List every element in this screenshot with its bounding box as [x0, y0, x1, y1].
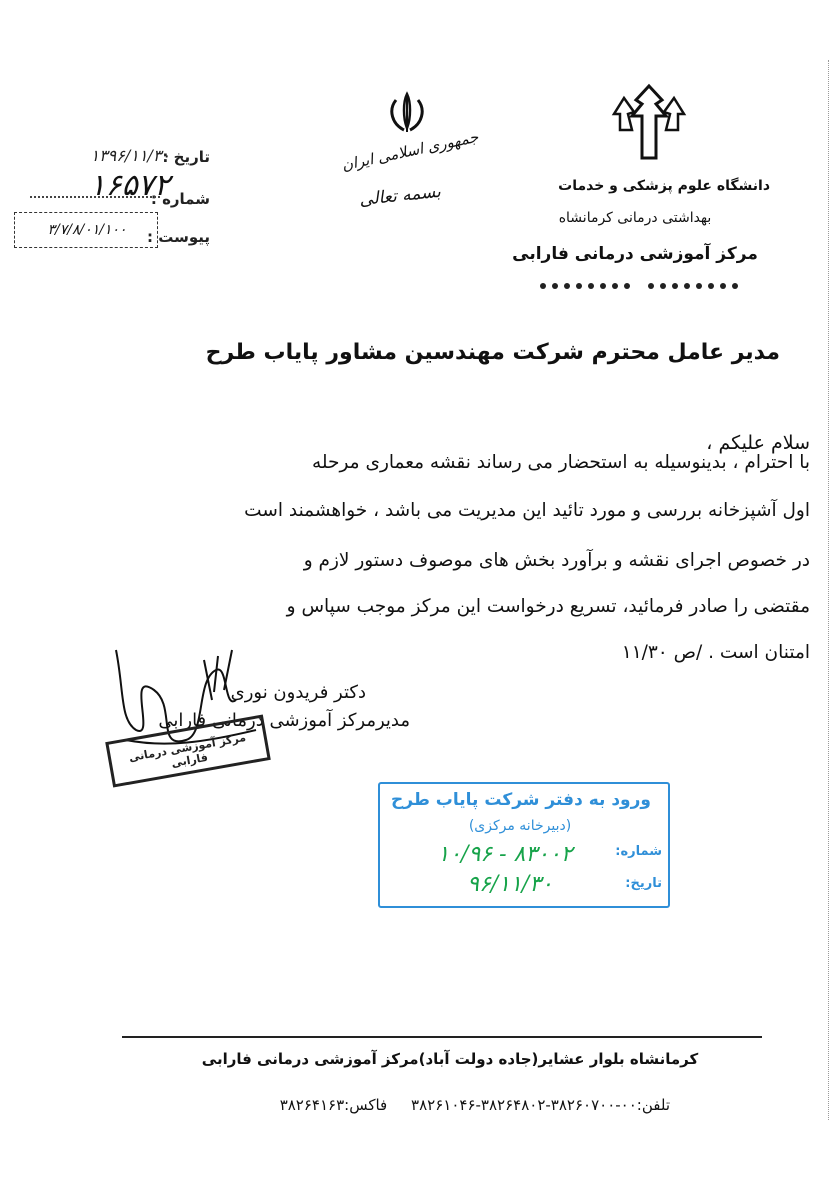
- receipt-stamp-title: ورود به دفتر شرکت پایاب طرح: [391, 790, 651, 810]
- number-value: ۱۶۵۷۲: [89, 168, 170, 203]
- body-line-1: با احترام ، بدینوسیله به استحضار می رساند نقشه معماری مرحله: [311, 452, 810, 473]
- university-subtitle: بهداشتی درمانی کرمانشاه: [558, 210, 712, 226]
- receipt-number-value: ۱۰/۹۶ - ۸۳۰۰۲: [437, 842, 573, 867]
- number-dots: [30, 196, 160, 198]
- signer-name: دکتر فریدون نوری: [230, 682, 366, 703]
- basmala-line: بسمه تعالی: [358, 181, 442, 211]
- body-line-2: اول آشپزخانه بررسی و مورد تائید این مدیریت می باشد ، خواهشمند است: [244, 500, 810, 521]
- body-line-5: امتنان است . /ص ۱۱/۳۰: [621, 642, 810, 663]
- date-value: ۱۳۹۶/۱۱/۳۰: [90, 146, 170, 165]
- receipt-date-label: تاریخ:: [625, 876, 662, 891]
- body-line-3: در خصوص اجرای نقشه و برآورد بخش های موصوف دستور لازم و: [303, 550, 810, 571]
- ornament-row: [538, 276, 758, 286]
- receipt-number-label: شماره:: [615, 844, 662, 859]
- number-label: شماره :: [150, 190, 210, 208]
- receipt-stamp-subtitle: (دبیرخانه مرکزی): [468, 818, 572, 834]
- official-stamp-text: مرکز آموزشی درمانی فارابی: [127, 730, 247, 770]
- university-logo-icon: [610, 82, 688, 162]
- republic-title: جمهوری اسلامی ایران: [340, 127, 480, 175]
- iran-emblem-icon: [384, 90, 430, 136]
- signer-title: مدیرمرکز آموزشی درمانی فارابی: [158, 710, 410, 731]
- scan-edge: [828, 60, 830, 1120]
- date-label: تاریخ :: [162, 148, 210, 166]
- footer-divider: [122, 1036, 762, 1038]
- attachment-value: ۳/۷/۸/۰۱/۱۰۰: [47, 222, 127, 238]
- attachment-label: پیوست :: [146, 228, 210, 246]
- footer-address: کرمانشاه بلوار عشایر(جاده دولت آباد)مرکز آموزشی درمانی فارابی: [201, 1050, 699, 1068]
- body-line-4: مقتضی را صادر فرمائید، تسریع درخواست این مرکز موجب سپاس و: [286, 596, 810, 617]
- receipt-date-value: ۹۶/۱۱/۳۰: [467, 872, 553, 897]
- footer-fax: فاکس:۳۸۲۶۴۱۶۳: [279, 1096, 388, 1114]
- center-name: مرکز آموزشی درمانی فارابی: [512, 244, 758, 264]
- university-name: دانشگاه علوم پزشکی و خدمات: [558, 178, 770, 194]
- salutation: سلام علیکم ،: [706, 432, 810, 454]
- footer-contacts: [150, 1096, 670, 1114]
- footer-phone: تلفن:۰۰-۳۸۲۶۰۷۰۰-۳۸۲۶۴۸۰۲-۳۸۲۶۱۰۴۶: [411, 1096, 670, 1114]
- recipient-line: مدیر عامل محترم شرکت مهندسین مشاور پایاب طرح: [205, 340, 780, 365]
- receipt-stamp: [378, 782, 670, 908]
